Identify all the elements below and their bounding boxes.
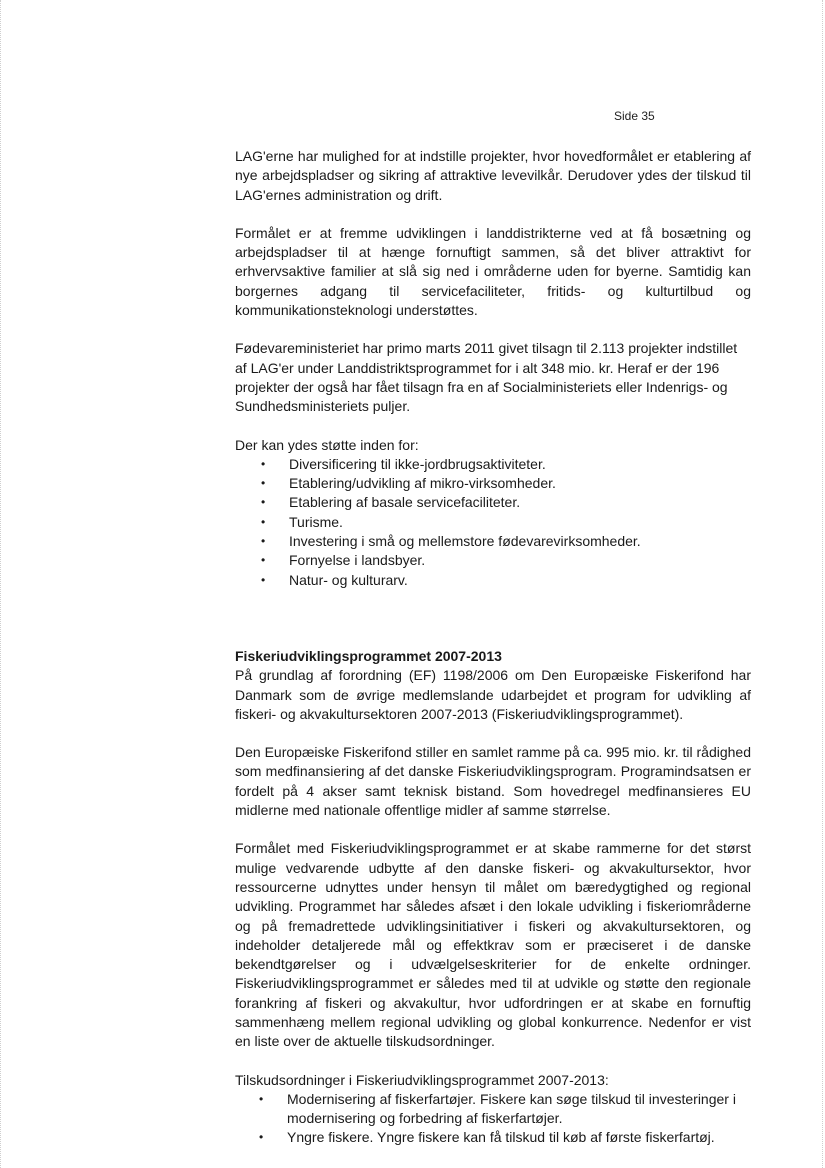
bullet-icon: • (261, 456, 266, 471)
list-item: • Etablering af basale servicefaciliteter. (235, 493, 751, 512)
section-heading: Fiskeriudviklingsprogrammet 2007-2013 (235, 647, 502, 664)
document-body (235, 147, 751, 1148)
list-item: • Investering i små og mellemstore fødevarevirksomheder. (235, 532, 751, 551)
list-item: • Natur- og kulturarv. (235, 571, 751, 590)
scan-edge-right (822, 0, 824, 1168)
list-item: • Yngre fiskere. Yngre fiskere kan få tilskud til køb af første fiskerfartøj. (235, 1128, 751, 1147)
list-item: • Modernisering af fiskerfartøjer. Fiskere kan søge tilskud til investeringer i modernisering og forbedring af fiskerfartøjer. (259, 1090, 736, 1127)
list-item: • Diversificering til ikke-jordbrugsaktiviteter. (235, 455, 751, 474)
bullet-icon: • (261, 553, 266, 568)
bullet-icon: • (261, 514, 266, 529)
list-item: • Fornyelse i landsbyer. (235, 551, 751, 570)
page-number: Side 35 (614, 109, 655, 123)
section-spacer (235, 609, 751, 647)
list-item: • Etablering/udvikling af mikro-virksomheder. (235, 474, 751, 493)
list-item: • Turisme. (235, 513, 751, 532)
bullet-icon: • (261, 476, 266, 491)
scan-edge-left (0, 0, 2, 1168)
grant-schemes-list (235, 1090, 751, 1148)
list-intro-grant-schemes: Tilskudsordninger i Fiskeriudviklingsprogrammet 2007-2013: (235, 1071, 609, 1088)
list-intro-support: Der kan ydes støtte inden for: (235, 436, 419, 453)
bullet-icon: • (259, 1091, 264, 1106)
bullet-icon: • (261, 572, 266, 587)
bullet-icon: • (261, 495, 266, 510)
paragraph-program-purpose: Formålet med Fiskeriudviklingsprogrammet er at skabe rammerne for det størst mulige vedvarende udbytte af den danske fiskeri- og akvakultursektor, hvor ressourcerne udnyttes under hensyn til målet om bæredygtighed og regional udvikling. Programmet har således afsæt i den lokale udvikling i fiskeriområderne og på fremadrettede udviklingsinitiativer i fiskeri og akvakultursektoren, og indeholder detaljerede mål og effektkrav som er præciseret i de danske bekendtgørelser og i udvælgelseskriterier for de enkelte ordninger. Fiskeriudviklingsprogrammet er således med til at udvikle og støtte den regionale forankring af fiskeri og akvakultur, hvor udfordringen er at skabe en fornuftig sammenhæng mellem regional udvikling og global konkurrence. Nedenfor er vist en liste over de aktuelle tilskudsordninger. (235, 840, 751, 1050)
paragraph-regulation: På grundlag af forordning (EF) 1198/2006 om Den Europæiske Fiskerifond har Danmark som de øvrige medlemslande udarbejdet et program for udvikling af fiskeri- og akvakultursektoren 2007-2013 (Fiskeriudviklingsprogrammet). (235, 667, 751, 722)
paragraph-ministry-grants: Fødevareministeriet har primo marts 2011 givet tilsagn til 2.113 projekter indstillet af LAG'er under Landdistriktsprogrammet for i alt 348 mio. kr. Heraf er der 196 projekter der også har fået tilsagn fra en af Socialministeriets eller Indenrigs- og Sundhedsministeriets puljer. (235, 340, 738, 415)
bullet-icon: • (261, 534, 266, 549)
paragraph-funding: Den Europæiske Fiskerifond stiller en samlet ramme på ca. 995 mio. kr. til rådighed som medfinansiering af det danske Fiskeriudviklingsprogram. Programindsatsen er fordelt på 4 akser samt teknisk bistand. Som hovedregel medfinansieres EU midlerne med nationale offentlige midler af samme størrelse. (235, 744, 751, 819)
paragraph-purpose: Formålet er at fremme udviklingen i landdistrikterne ved at få bosætning og arbejdspladser til at hænge fornuftigt sammen, så det bliver attraktivt for erhvervsaktive familier at slå sig ned i områderne uden for byerne. Samtidig kan borgernes adgang til servicefaciliteter, fritids- og kulturtilbud og kommunikationsteknologi understøttes. (235, 224, 751, 319)
support-areas-list (235, 455, 751, 590)
paragraph-lag-intro: LAG'erne har mulighed for at indstille projekter, hvor hovedformålet er etablering af nye arbejdspladser og sikring af attraktive levevilkår. Derudover ydes der tilskud til LAG'ernes administration og drift. (235, 148, 751, 203)
bullet-icon: • (259, 1130, 264, 1145)
